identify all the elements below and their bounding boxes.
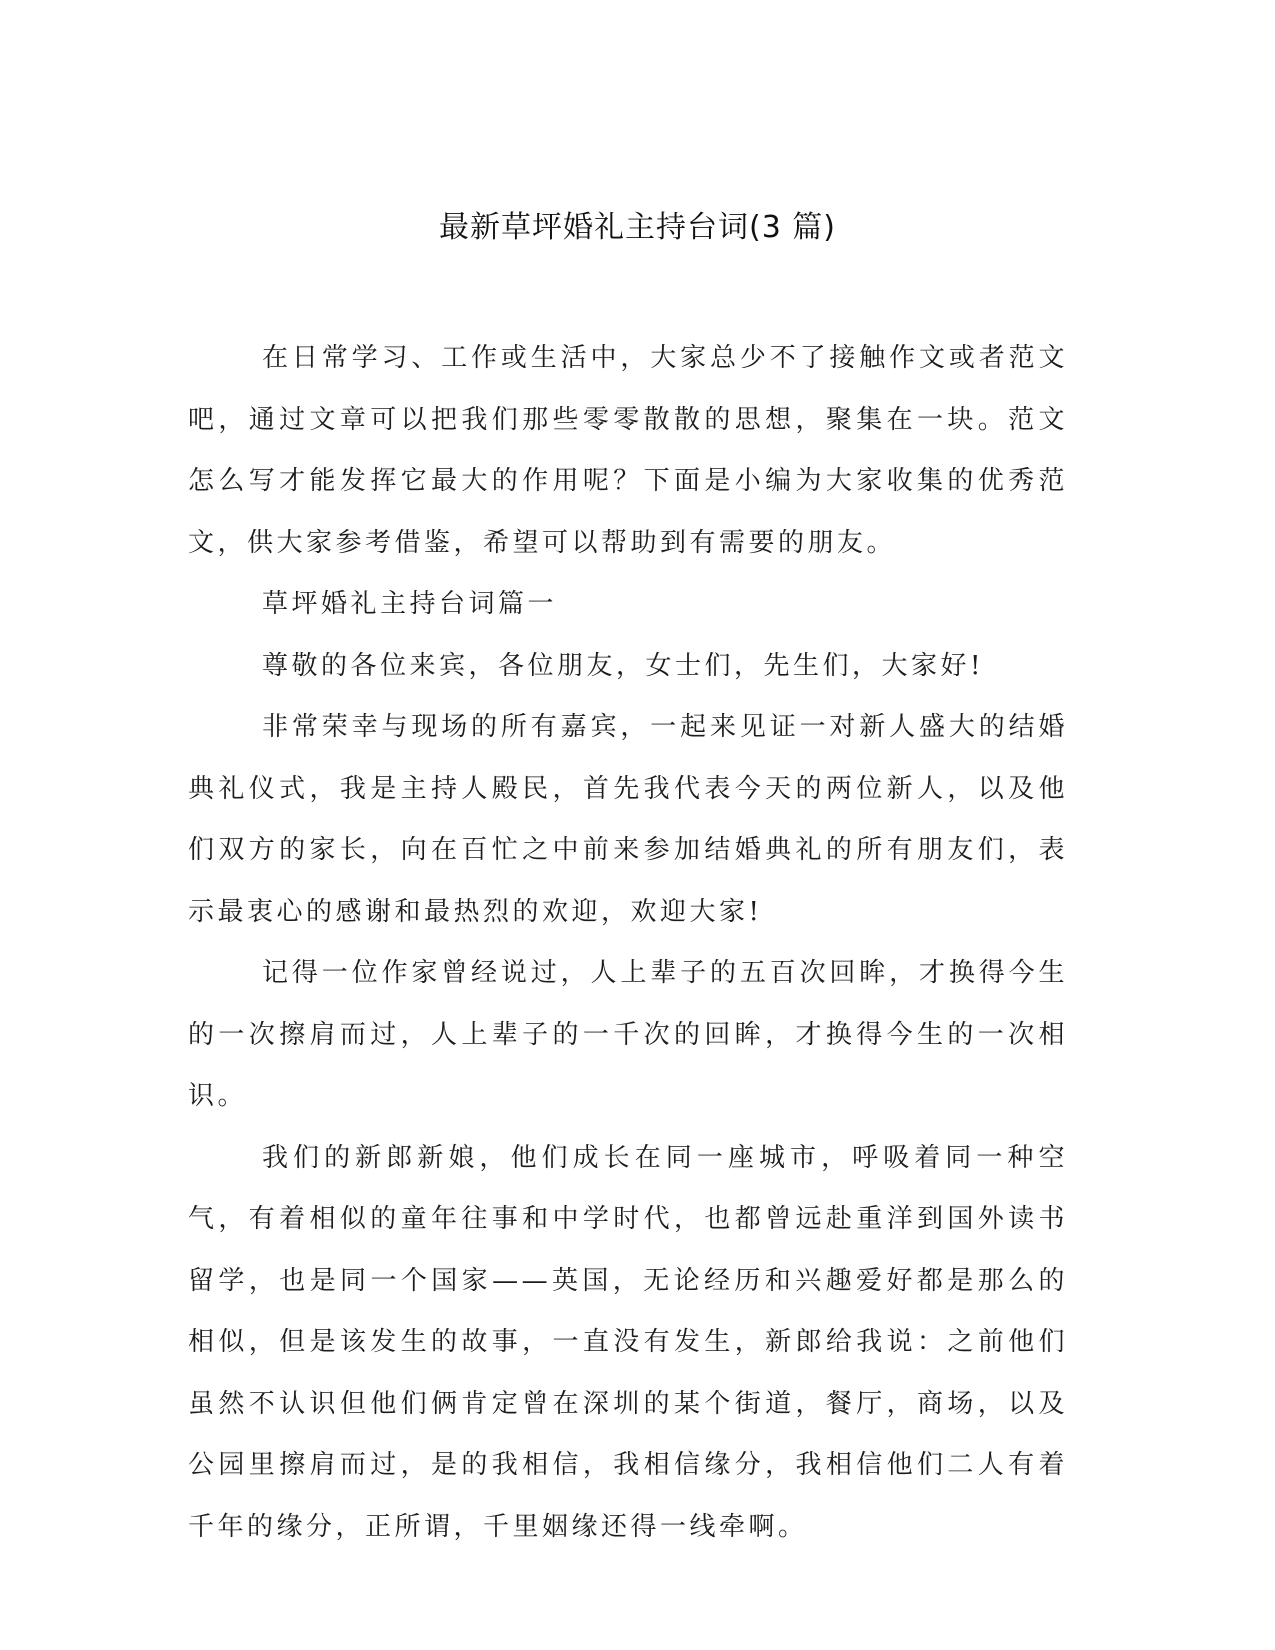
couple-story-paragraph: 我们的新郎新娘，他们成长在同一座城市，呼吸着同一种空气，有着相似的童年往事和中学时代，也都曾远赴重洋到国外读书留学，也是同一个国家——英国，无论经历和兴趣爱好都是那么的相似，但是该发生的故事，一直没有发生，新郎给我说：之前他们虽然不认识但他们俩肯定曾在深圳的某个街道，餐厅，商场，以及公园里擦肩而过，是的我相信，我相信缘分，我相信他们二人有着千年的缘分，正所谓，千里姻缘还得一线牵啊。 — [188, 1142, 1068, 1542]
quote-paragraph: 记得一位作家曾经说过，人上辈子的五百次回眸，才换得今生的一次擦肩而过，人上辈子的一千次的回眸，才换得今生的一次相识。 — [188, 958, 1068, 1111]
section-heading: 草坪婚礼主持台词篇一 — [262, 589, 558, 619]
document-title: 最新草坪婚礼主持台词(3 篇) — [438, 210, 837, 245]
greeting-paragraph: 尊敬的各位来宾，各位朋友，女士们，先生们，大家好! — [262, 650, 984, 681]
welcome-paragraph: 非常荣幸与现场的所有嘉宾，一起来见证一对新人盛大的结婚典礼仪式，我是主持人殿民，首先我代表今天的两位新人，以及他们双方的家长，向在百忙之中前来参加结婚典礼的所有朋友们，表示最衷心的感谢和最热烈的欢迎，欢迎大家! — [188, 712, 1068, 927]
intro-paragraph: 在日常学习、工作或生活中，大家总少不了接触作文或者范文吧，通过文章可以把我们那些零零散散的思想，聚集在一块。范文怎么写才能发挥它最大的作用呢？下面是小编为大家收集的优秀范文，供大家参考借鉴，希望可以帮助到有需要的朋友。 — [188, 343, 1068, 558]
document-body — [188, 328, 1068, 1558]
